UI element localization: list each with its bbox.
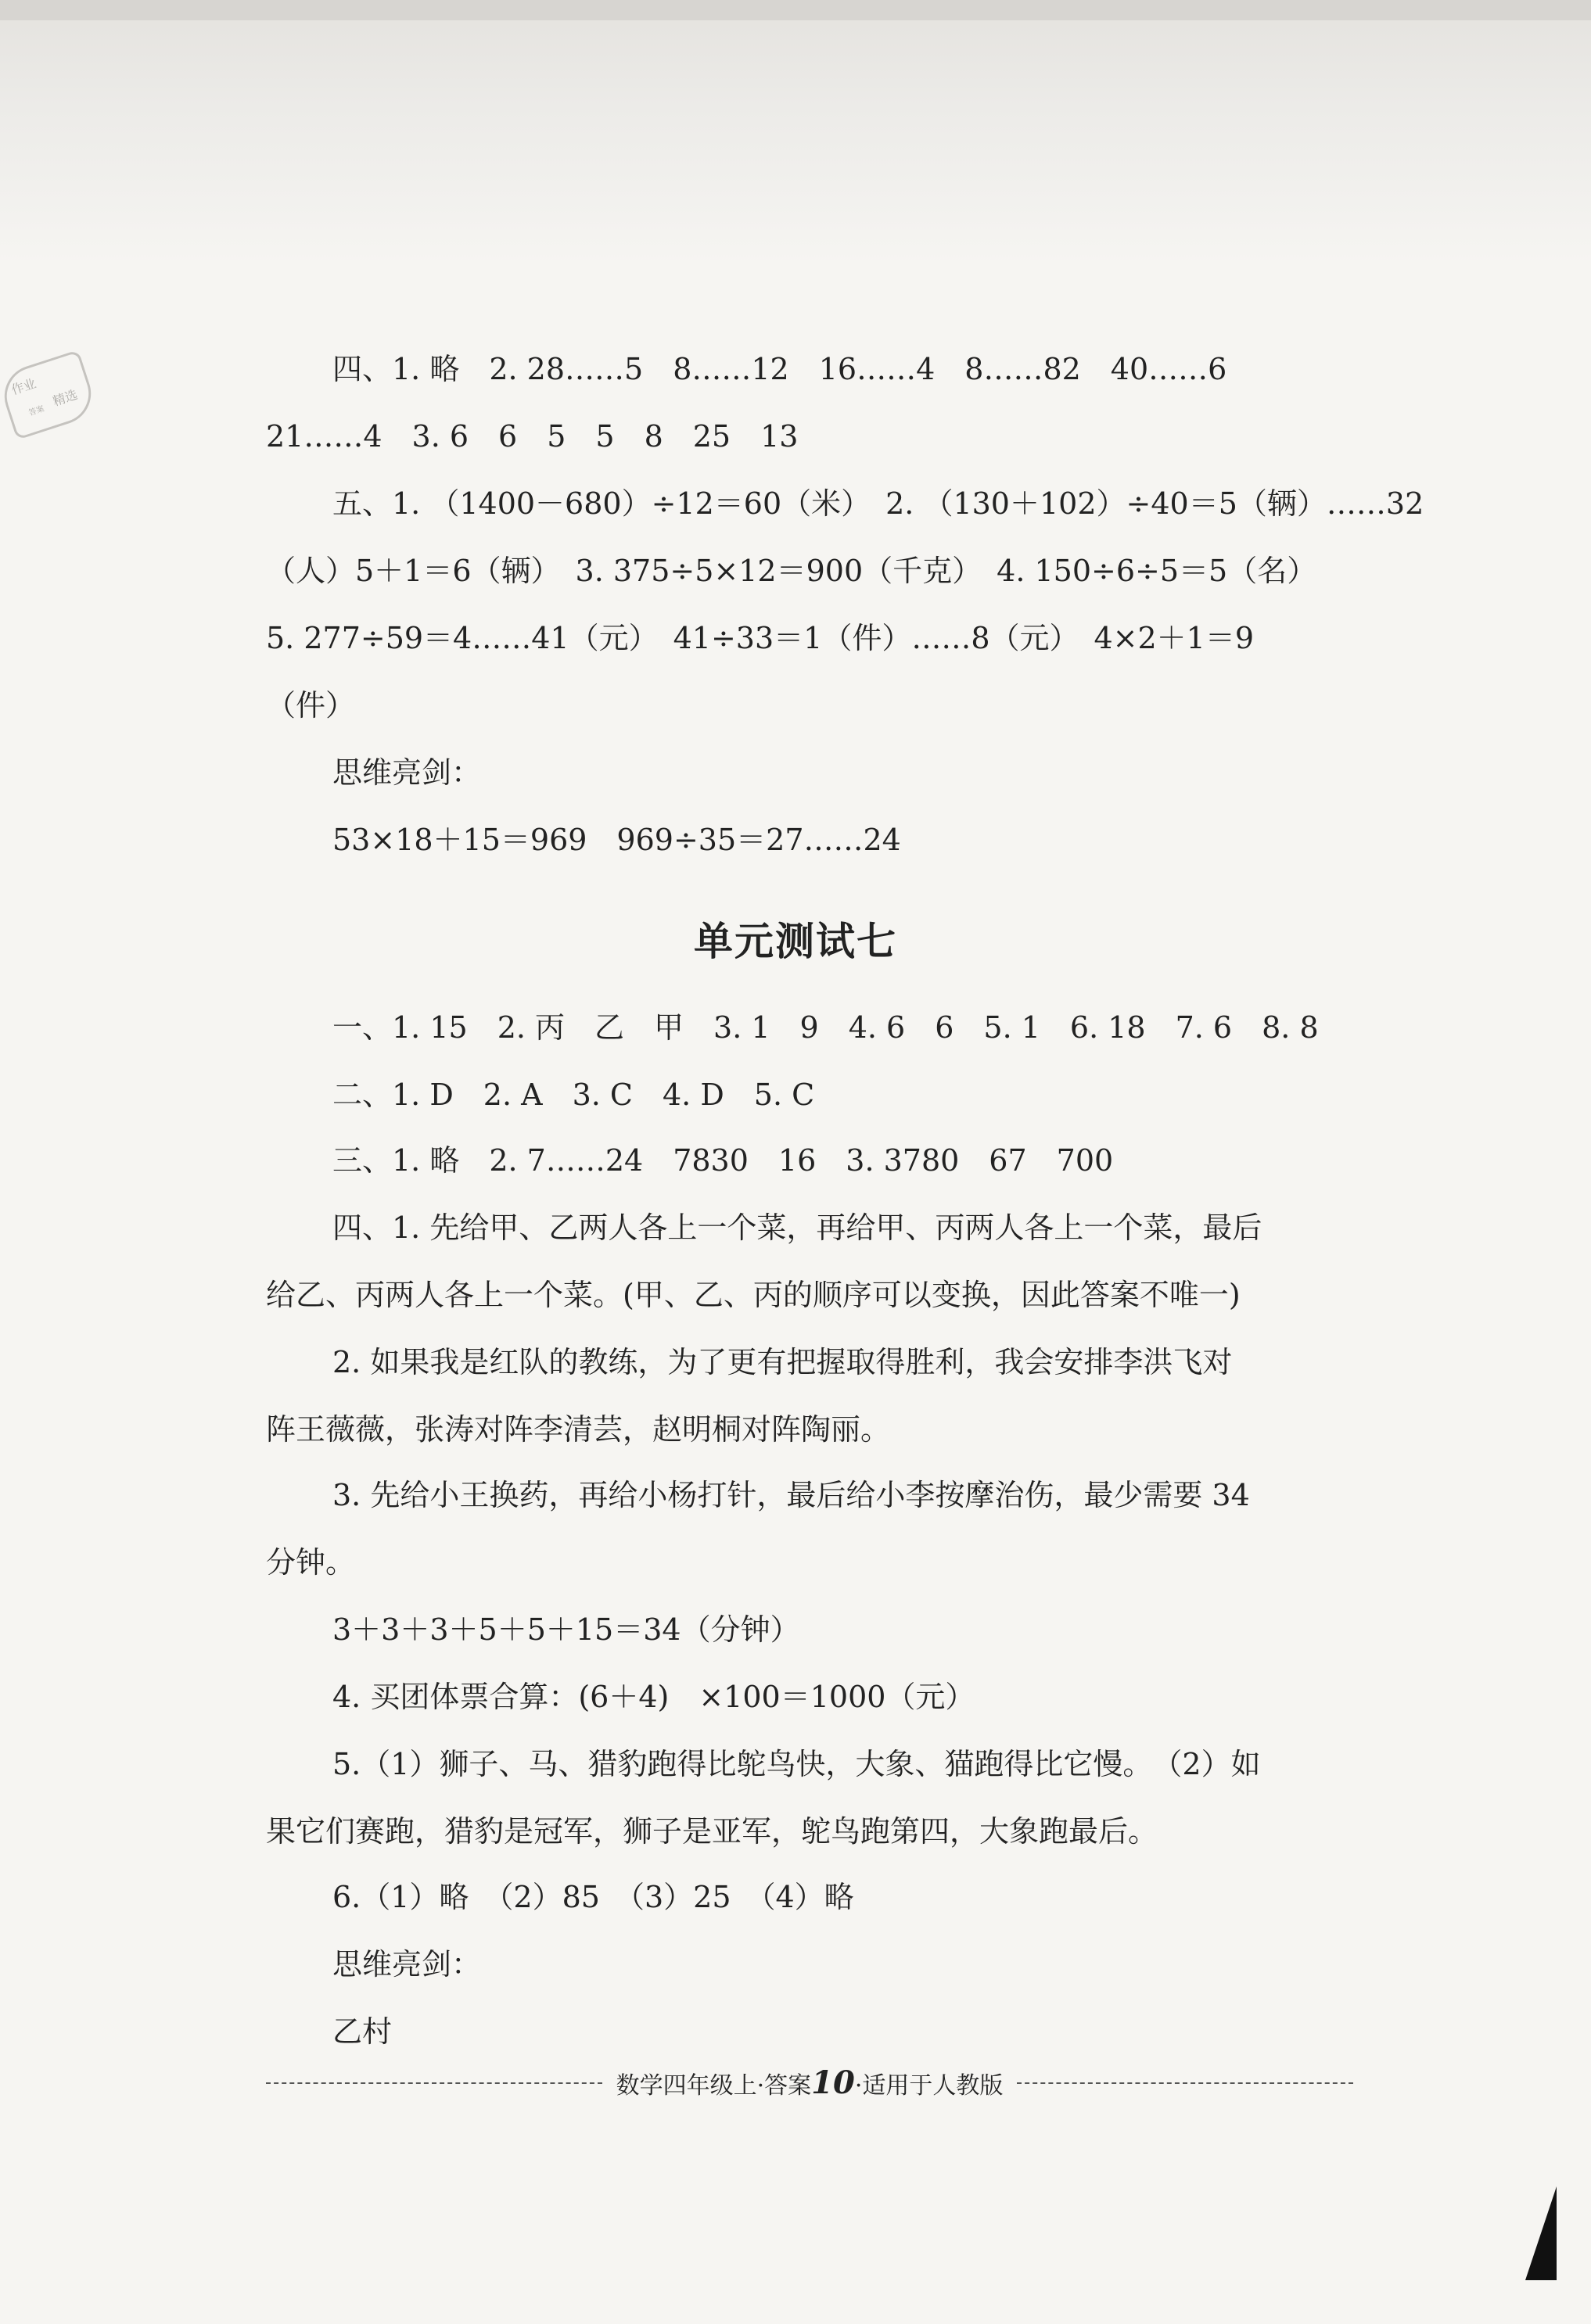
stamp-text-2: 精选 [51, 386, 80, 409]
thinking-answer: 53×18＋15＝969 969÷35＝27……24 [332, 823, 901, 857]
answer-line: 四、1. 略 2. 28……5 8……12 16……4 8……82 40……6 [332, 352, 1227, 386]
stamp-text-1: 作业 [9, 375, 38, 398]
answer-line: 4. 买团体票合算：(6＋4) ×100＝1000（元） [332, 1680, 975, 1714]
stamp-text-3: 答案 [27, 404, 45, 418]
answer-line: 3. 先给小王换药，再给小杨打针，最后给小李按摩治伤，最少需要 34 [332, 1478, 1250, 1512]
footer-edition: ·适用于人教版 [854, 2072, 1004, 2100]
answer-line: 2. 如果我是红队的教练，为了更有把握取得胜利，我会安排李洪飞对 [332, 1345, 1233, 1379]
page-number: 10 [811, 2064, 855, 2101]
page-footer [266, 2064, 1353, 2101]
answer-line: 一、1. 15 2. 丙 乙 甲 3. 1 9 4. 6 6 5. 1 6. 18 7. 6 8. 8 [332, 1010, 1319, 1045]
answer-line: 分钟。 [266, 1545, 356, 1580]
answer-line: （人）5＋1＝6（辆） 3. 375÷5×12＝900（千克） 4. 150÷6÷5＝5（名） [266, 554, 1317, 588]
watermark-stamp [0, 350, 99, 440]
scan-edge [0, 0, 1591, 20]
answer-line: 二、1. D 2. A 3. C 4. D 5. C [332, 1078, 815, 1112]
answer-line: 21……4 3. 6 6 5 5 8 25 13 [266, 419, 799, 454]
scan-background [0, 0, 1591, 266]
answer-line: 给乙、丙两人各上一个菜。(甲、乙、丙的顺序可以变换，因此答案不唯一) [266, 1278, 1241, 1312]
thinking-label: 思维亮剑： [332, 755, 482, 790]
answer-line: 三、1. 略 2. 7……24 7830 16 3. 3780 67 700 [332, 1143, 1114, 1178]
answer-line: 果它们赛跑，猎豹是冠军，狮子是亚军，鸵鸟跑第四，大象跑最后。 [266, 1814, 1158, 1849]
footer-text [602, 2064, 1018, 2101]
answer-line: 5.（1）狮子、马、猎豹跑得比鸵鸟快，大象、猫跑得比它慢。 （2）如 [332, 1747, 1261, 1781]
footer-subject: 数学四年级上·答案 [616, 2072, 812, 2100]
footer-divider-right [1017, 2082, 1353, 2084]
answer-line: （件） [266, 688, 356, 723]
answer-line: 五、1. （1400－680）÷12＝60（米） 2. （130＋102）÷40＝5（辆）……32 [332, 486, 1424, 521]
thinking-answer: 乙村 [332, 2014, 393, 2049]
footer-divider-left [266, 2082, 602, 2084]
answer-line: 3＋3＋3＋5＋5＋15＝34（分钟） [332, 1612, 800, 1647]
answer-line: 5. 277÷59＝4……41（元） 41÷33＝1（件）……8（元） 4×2＋1＝9 [266, 621, 1255, 655]
answer-line: 6.（1）略 （2）85 （3）25 （4）略 [332, 1880, 854, 1914]
answer-line: 四、1. 先给甲、乙两人各上一个菜，再给甲、丙两人各上一个菜，最后 [332, 1210, 1262, 1245]
thinking-label: 思维亮剑： [332, 1947, 482, 1981]
answer-line: 阵王薇薇，张涛对阵李清芸，赵明桐对阵陶丽。 [266, 1412, 891, 1447]
page-corner-mark [1525, 2186, 1557, 2280]
page-title: 单元测试七 [694, 919, 897, 964]
